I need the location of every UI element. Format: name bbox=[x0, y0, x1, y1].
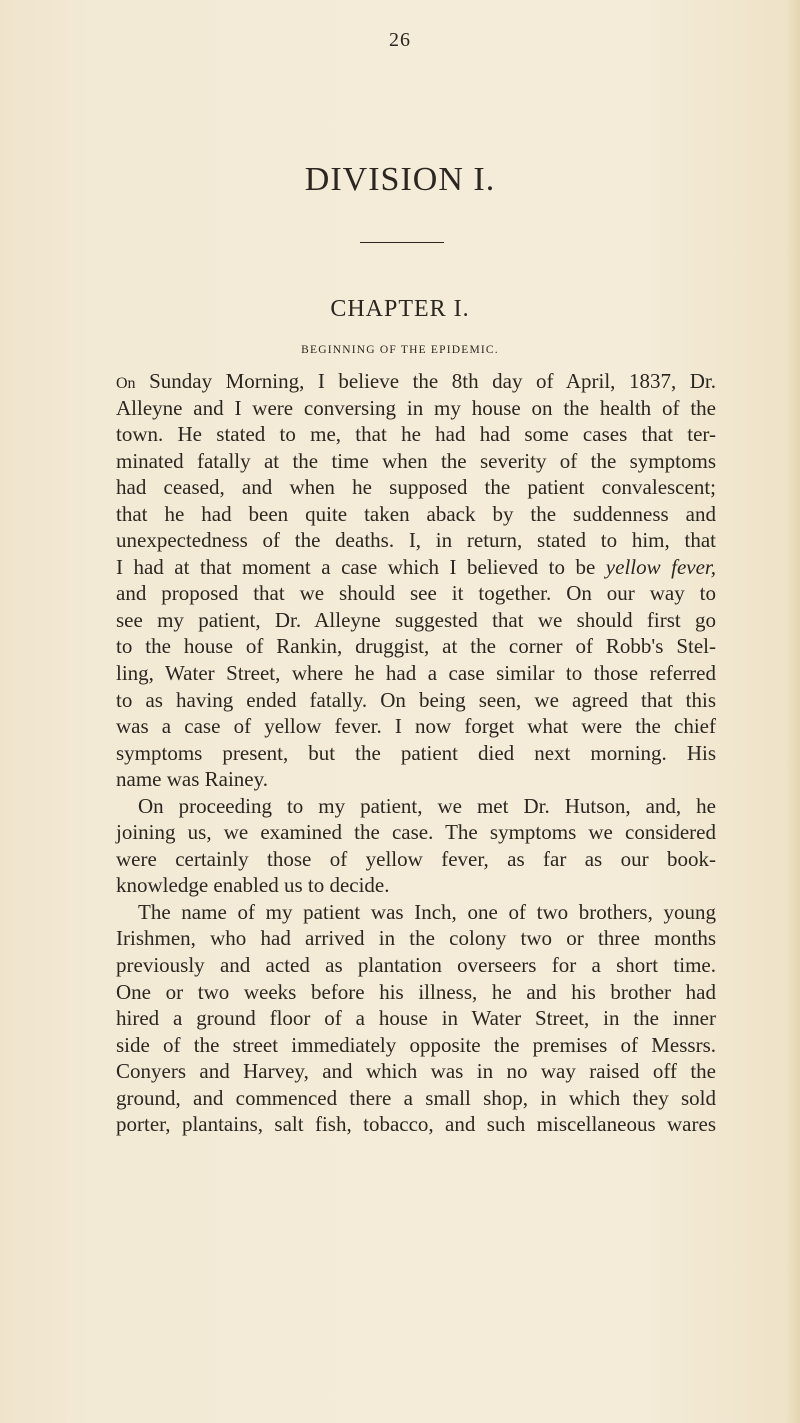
body-text bbox=[116, 368, 716, 1138]
text-line: previously and acted as plantation overseers for a short time. bbox=[116, 953, 716, 978]
title-rule bbox=[360, 242, 444, 243]
text-line: Alleyne and I were conversing in my house on the health of the bbox=[116, 395, 716, 420]
text-line: symptoms present, but the patient died next morning. His bbox=[116, 740, 716, 765]
text-line: side of the street immediately opposite the premises of Messrs. bbox=[116, 1032, 716, 1057]
text-line: On proceeding to my patient, we met Dr. Hutson, and, he bbox=[138, 793, 716, 818]
text-line: town. He stated to me, that he had had some cases that ter- bbox=[116, 422, 716, 447]
text-line: knowledge enabled us to decide. bbox=[116, 873, 390, 898]
text-line: porter, plantains, salt fish, tobacco, and such miscellaneous wares bbox=[116, 1112, 716, 1137]
text-line: The name of my patient was Inch, one of two brothers, young bbox=[138, 899, 716, 924]
text-line: see my patient, Dr. Alleyne suggested that we should first go bbox=[116, 607, 716, 632]
text-line: to the house of Rankin, druggist, at the corner of Robb's Stel- bbox=[116, 634, 716, 659]
text-line: name was Rainey. bbox=[116, 767, 269, 792]
text-line: that he had been quite taken aback by the suddenness and bbox=[116, 501, 716, 526]
opening-smallcaps: On bbox=[116, 375, 136, 392]
italic-term: yellow fever, bbox=[605, 554, 717, 579]
text-line: were certainly those of yellow fever, as far as our book- bbox=[116, 846, 716, 871]
text-line: had ceased, and when he supposed the patient convalescent; bbox=[116, 475, 716, 500]
chapter-subtitle: BEGINNING OF THE EPIDEMIC. bbox=[301, 344, 499, 356]
text-line: ground, and commenced there a small shop, in which they sold bbox=[116, 1085, 716, 1110]
text-line bbox=[116, 368, 716, 395]
text-line-rest: Sunday Morning, I believe the 8th day of April, 1837, Dr. bbox=[135, 369, 716, 393]
text-line: unexpectedness of the deaths. I, in return, stated to him, that bbox=[116, 528, 716, 553]
page-number: 26 bbox=[389, 29, 411, 51]
text-line: hired a ground floor of a house in Water Street, in the inner bbox=[116, 1006, 716, 1031]
division-title: DIVISION I. bbox=[304, 161, 496, 198]
text-line: ling, Water Street, where he had a case similar to those referred bbox=[116, 661, 716, 686]
text-line-pre: I had at that moment a case which I believed to be bbox=[116, 554, 606, 579]
page-edge-shadow bbox=[786, 0, 800, 1423]
text-line: was a case of yellow fever. I now forget what were the chief bbox=[116, 714, 716, 739]
text-line: and proposed that we should see it together. On our way to bbox=[116, 581, 716, 606]
text-line: joining us, we examined the case. The symptoms we considered bbox=[116, 820, 716, 845]
text-line: Conyers and Harvey, and which was in no way raised off the bbox=[116, 1059, 716, 1084]
text-line: minated fatally at the time when the severity of the symptoms bbox=[116, 448, 716, 473]
text-line: One or two weeks before his illness, he and his brother had bbox=[116, 979, 716, 1004]
text-line: to as having ended fatally. On being seen, we agreed that this bbox=[116, 687, 716, 712]
chapter-title: CHAPTER I. bbox=[330, 296, 470, 322]
text-line: Irishmen, who had arrived in the colony two or three months bbox=[116, 926, 716, 951]
text-line bbox=[116, 554, 716, 581]
